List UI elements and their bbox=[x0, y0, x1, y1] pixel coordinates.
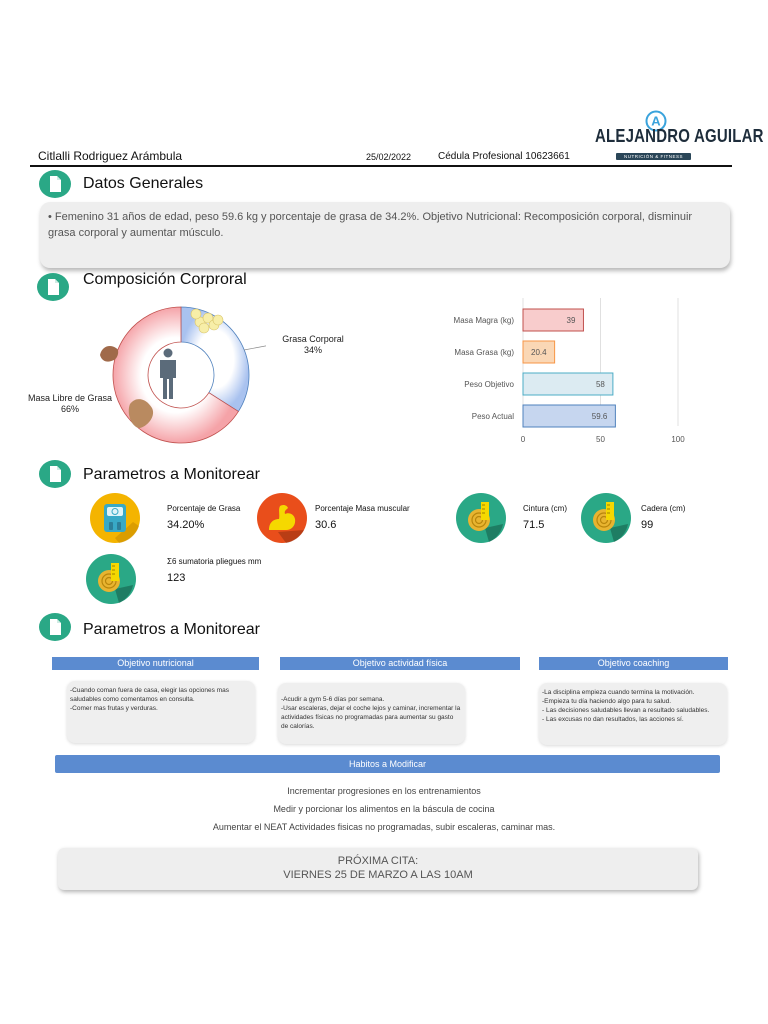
y-category-label: Peso Objetivo bbox=[464, 380, 514, 389]
param-value-pliegues: 123 bbox=[167, 572, 186, 584]
objetivo-actividad-header: Objetivo actividad física bbox=[280, 657, 520, 670]
objetivo-coaching-header: Objetivo coaching bbox=[539, 657, 728, 670]
y-category-label: Masa Magra (kg) bbox=[453, 316, 514, 325]
logo-subtitle-bar bbox=[616, 153, 691, 160]
donut-leader-line bbox=[244, 344, 266, 350]
param-value-cintura: 71.5 bbox=[523, 519, 545, 531]
section-title-objetivos: Parametros a Monitorear bbox=[83, 621, 260, 638]
param-value-masa-muscular: 30.6 bbox=[315, 519, 337, 531]
header-divider bbox=[30, 165, 732, 167]
objetivo-nutricional-card bbox=[67, 681, 255, 743]
consult-date: 25/02/2022 bbox=[366, 152, 412, 162]
next-appointment-card bbox=[58, 848, 698, 890]
param-label-masa-muscular: Porcentaje Masa muscular bbox=[315, 504, 410, 513]
habit-item: Aumentar el NEAT Actividades fisicas no programadas, subir escaleras, caminar mas. bbox=[212, 822, 556, 832]
measuring-tape-icon bbox=[85, 553, 137, 605]
measuring-tape-icon bbox=[455, 492, 507, 544]
next-appointment-label: PRÓXIMA CITA: bbox=[337, 855, 419, 867]
list-item: -Acudir a gym 5-6 días por semana. bbox=[281, 696, 385, 703]
donut-label-masa-libre: Masa Libre de Grasa 66% bbox=[27, 393, 113, 414]
y-category-label: Peso Actual bbox=[471, 412, 514, 421]
bar-value-label: 59.6 bbox=[591, 412, 608, 421]
list-item: - Las decisiones saludables llevan a resultado saludables. bbox=[542, 707, 710, 714]
logo-subtitle: NUTRICIÓN & FITNESS bbox=[623, 154, 683, 159]
param-label-cintura: Cintura (cm) bbox=[523, 504, 568, 513]
document-icon bbox=[38, 612, 72, 642]
professional-license: Cédula Profesional 10623661 bbox=[438, 151, 570, 162]
param-value-grasa: 34.20% bbox=[167, 519, 205, 531]
muscle-arm-icon bbox=[256, 492, 308, 544]
objetivo-nutricional-header: Objetivo nutricional bbox=[52, 657, 259, 670]
habit-item: Medir y porcionar los alimentos en la báscula de cocina bbox=[273, 804, 495, 814]
bar-value-label: 39 bbox=[566, 316, 576, 325]
general-data-text: • Femenino 31 años de edad, peso 59.6 kg y porcentaje de grasa de 34.2%. Objetivo Nutricional: Recomposición corporal, disminuir grasa corporal y aumentar músculo. bbox=[48, 211, 693, 239]
objetivo-actividad-card bbox=[278, 683, 465, 744]
objetivo-coaching-card bbox=[539, 683, 727, 745]
x-tick-label: 100 bbox=[671, 435, 685, 444]
list-item: -Comer mas frutas y verduras. bbox=[70, 705, 158, 712]
y-category-label: Masa Grasa (kg) bbox=[454, 348, 514, 357]
bar-value-label: 20.4 bbox=[531, 348, 547, 357]
list-item: -Empieza tu día haciendo algo para tu salud. bbox=[542, 698, 672, 705]
habitos-header: Habitos a Modificar bbox=[55, 755, 720, 773]
donut-label-grasa: Grasa Corporal 34% bbox=[282, 334, 344, 355]
general-data-card bbox=[40, 202, 730, 268]
document-icon bbox=[36, 272, 70, 302]
section-title-datos-generales: Datos Generales bbox=[83, 175, 204, 192]
svg-text:A: A bbox=[651, 113, 661, 129]
list-item: -La disciplina empieza cuando termina la motivación. bbox=[542, 689, 695, 696]
list-item: -Cuando coman fuera de casa, elegir las opciones mas saludables como comentamos en consulta. bbox=[70, 687, 229, 703]
section-title-composicion: Composición Corproral bbox=[83, 271, 247, 288]
bar-value-label: 58 bbox=[595, 380, 605, 389]
brand-logo bbox=[592, 110, 764, 162]
document-icon bbox=[38, 459, 72, 489]
x-tick-label: 50 bbox=[596, 435, 605, 444]
weight-bar-chart bbox=[420, 290, 710, 450]
list-item: - Las excusas no dan resultados, las acciones sí. bbox=[542, 716, 684, 723]
next-appointment-date: VIERNES 25 DE MARZO A LAS 10AM bbox=[283, 869, 473, 881]
param-label-pliegues: Σ6 sumatoria pliegues mm bbox=[167, 557, 262, 566]
body-composition-donut-chart bbox=[96, 300, 266, 450]
param-value-cadera: 99 bbox=[641, 519, 654, 531]
param-label-grasa: Porcentaje de Grasa bbox=[167, 504, 241, 513]
measuring-tape-icon bbox=[580, 492, 632, 544]
habit-item: Incrementar progresiones en los entrenamientos bbox=[287, 786, 481, 796]
patient-name: Citlalli Rodriguez Arámbula bbox=[38, 149, 183, 163]
section-title-parametros: Parametros a Monitorear bbox=[83, 466, 260, 483]
person-icon bbox=[160, 349, 176, 400]
param-label-cadera: Cadera (cm) bbox=[641, 504, 686, 513]
scale-icon bbox=[89, 492, 141, 544]
logo-name: ALEJANDRO AGUILAR bbox=[595, 126, 764, 147]
x-tick-label: 0 bbox=[520, 435, 526, 444]
document-icon bbox=[38, 169, 72, 199]
list-item: -Usar escaleras, dejar el coche lejos y caminar, incrementar la actividades físicas no programadas para aumentar su gasto de calorías. bbox=[281, 705, 461, 730]
